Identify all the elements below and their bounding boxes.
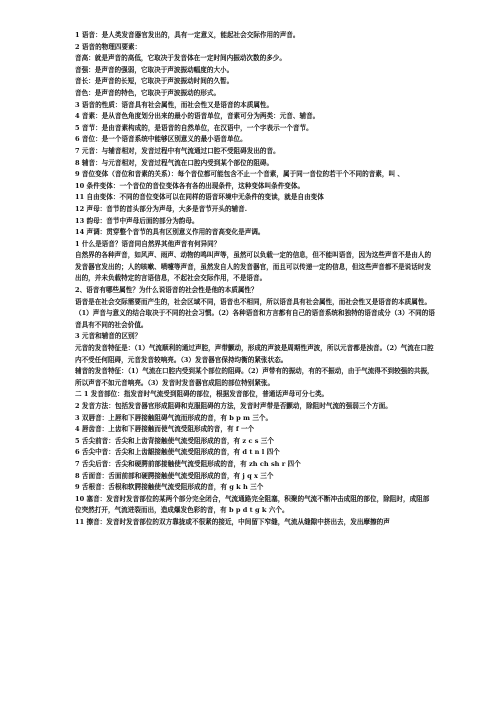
question-vowel-consonant-difference: 3 元音和辅音的区别？ <box>75 332 142 341</box>
question-speech-attributes: 2、语音有哪些属性？为什么说语音的社会性是他的本质属性？ <box>75 286 258 295</box>
heading-physical-elements: 2 语音的物理四要素： <box>75 42 142 51</box>
definition-timbre: 音色：是声音的特色，它取决于声波振动的形式。 <box>75 88 221 97</box>
definition-syllable: 5 音节：是由音素构成的，是语音的自然单位，在汉语中，一个字表示一个音节。 <box>75 123 313 132</box>
definition-velar: 9 舌根音：舌根和软腭接触使气流受阻形成的音，有 g k h 三个 <box>75 483 264 492</box>
definition-allophone: 9 音位变体（音位和音素的关系）：每个音位都可能包含不止一个音素，属于同一音位的若干个不同的音素，叫 、 <box>75 170 404 179</box>
definition-fricative: 11 擦音：发音时发音部位的双方靠拢或不很紧的接近，中间留下窄缝，气流从缝隙中挤出去，发出摩擦的声 <box>75 517 390 526</box>
definition-apical-middle: 6 舌尖中音：舌尖和上齿龈接触使气流受阻形成的音，有 d t n l 四个 <box>75 448 280 457</box>
answer-what-is-speech: 自然界的各种声音，如风声、雨声、动物的鸣叫声等，虽然可以负载一定的信息，但不能叫语音，因为这些声音不是由人的发音器官发出的；人的咳嗽、喷嚏等声音，虽然发自人的发音器官，而且可以传递一定的信息，但这些声音都不是说话时发出的，并未负载特定的言语信息，不起社会交际作用，不是语音。 <box>75 251 432 283</box>
definition-conditional-variant: 10 条件变体：一个音位的音位变体各有各的出现条件，这种变体叫条件变体。 <box>75 181 305 190</box>
definition-phonemic-unit: 6 音位：是一个语音系统中能够区别意义的最小语音单位。 <box>75 135 247 144</box>
definition-consonant: 8 辅音：与元音相对，发音过程气流在口腔内受到某个部位的阻碍。 <box>75 158 274 167</box>
answer-vowel-features: 元音的发音特征是：（1）气流顺利的通过声腔，声带颤动，形成的声波是周期性声波，所以元音都是浊音。（2）气流在口腔内不受任何阻碍，元音发音较响亮。（3）发音器官保持均衡的紧张状态。 <box>75 344 434 364</box>
definition-vowel: 7 元音：与辅音相对，发音过程中有气流通过口腔不受阻碍发出的音。 <box>75 146 280 155</box>
definition-phoneme: 4 音素：是从音色角度划分出来的最小的语音单位，音素可分为两类：元音、辅音。 <box>75 112 320 121</box>
definition-speech-nature: 3 语音的性质：语音具有社会属性，而社会性又是语音的本质属性。 <box>75 100 274 109</box>
definition-initial: 12 声母：音节的首头部分为声母，大多是音节开头的辅音. <box>75 204 248 213</box>
definition-labiodental: 4 唇齿音：上齿和下唇接触而使气流受阻形成的音，有 f 一个 <box>75 425 255 434</box>
definition-apical-back: 7 舌尖后音：舌尖和硬腭前部接触使气流受阻形成的音，有 zh ch sh r 四个 <box>75 459 301 468</box>
definition-manner-of-articulation: 2 发音方法：包括发音器官形成阻碍和克服阻碍的方法，发音时声带是否颤动，除阻时气流的强弱三个方面。 <box>75 402 392 410</box>
definition-intensity: 音强：是声音的强弱，它取决于声波振动幅度的大小。 <box>75 65 234 74</box>
answer-consonant-features: 辅音的发音特征：（1）气流在口腔内受到某个部位的阻碍。（2）声带有的振动，有的不振动，由于气流得不到较强的共振，所以声音不如元音响亮。（3）发音时发音器官成阻的部位特别紧张。 <box>75 367 434 387</box>
definition-bilabial: 3 双唇音：上唇和下唇接触阻碍气流而形成的音，有 b p m 三个。 <box>75 413 273 422</box>
definition-apical-front: 5 舌尖前音：舌尖和上齿背接触使气流受阻形成的音，有 z c s 三个 <box>75 436 274 445</box>
definition-dorsal: 8 舌面音：舌面前部和硬腭接触使气流受阻形成的音，有 j q x 三个 <box>75 471 274 480</box>
definition-duration: 音长：是声音的长短，它取决于声波振动时间的久暂。 <box>75 77 234 86</box>
definition-pitch: 音高：就是声音的高低，它取决于发音体在一定时间内振动次数的多少。 <box>75 54 286 63</box>
definition-tone: 14 声调：贯穿整个音节的具有区别意义作用的音高变化是声调。 <box>75 228 265 237</box>
document-body <box>75 30 435 529</box>
definition-final: 13 韵母：音节中声母后面的部分为韵母。 <box>75 216 199 225</box>
question-what-is-speech: 1 什么是语音？语音同自然界其他声音有何异同？ <box>75 239 221 248</box>
definition-speech: 1 语音：是人类发音器官发出的，具有一定意义，能起社会交际作用的声音。 <box>75 31 300 39</box>
definition-free-variant: 11 自由变体：不同的音位变体可以在同样的语音环境中无条件的变读，就是自由变体 <box>75 193 324 202</box>
answer-speech-attributes: 语音是在社会交际需要而产生的，社会区域不同，语音也不相同，所以语音具有社会属性，而社会性又是语音的本质属性。（1）声音与意义的结合取决于不同的社会习惯。（2）各种语音和方言都有自己的语音系统和独特的语音成分（3）不同的语音具有不同的社会价值。 <box>75 297 435 329</box>
definition-plosive: 10 塞音：发音时发音部位的某两个部分完全闭合，气流通路完全阻塞，积聚的气流不断冲击成阻的部位，除阻时，成阻部位突然打开，气流迸裂而出，造成爆发色彩的音，有 b p d t g k 六个。 <box>75 494 430 515</box>
definition-place-of-articulation: 二 1 发音部位：指发音时气流受到阻碍的部位，根据发音部位，普通话声母可分七类。 <box>75 390 329 399</box>
